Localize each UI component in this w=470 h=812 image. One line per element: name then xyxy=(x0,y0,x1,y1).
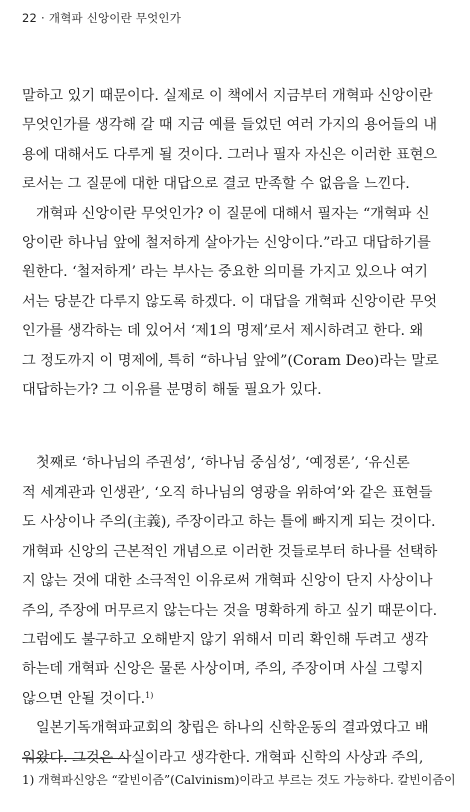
header-separator: · xyxy=(41,11,45,25)
text-line: 도 사상이나 주의(主義), 주장이라고 하는 틀에 빠지게 되는 것이다. xyxy=(22,514,436,531)
text-line: 그럼에도 불구하고 오해받지 않기 위해서 미리 확인해 두려고 생각 xyxy=(22,631,429,648)
running-header xyxy=(22,10,181,26)
paragraph-3 xyxy=(22,449,452,714)
text-line: 주의, 주장에 머무르지 않는다는 것을 명확하게 하고 싶기 때문이다. xyxy=(22,602,438,619)
text-line: 첫째로 ‘하나님의 주권성’, ‘하나님 중심성’, ‘예정론’, ‘유신론 xyxy=(36,455,410,472)
text-line: 워왔다. 그것은 사실이라고 생각한다. 개혁파 신학의 사상과 주의, xyxy=(22,749,424,766)
body-text xyxy=(22,82,452,773)
text-line: 그 정도까지 이 명제에, 특히 “하나님 앞에”(Coram Deo)라는 말로 xyxy=(22,352,439,369)
text-line: 개혁파 신앙의 근본적인 개념으로 이러한 것들로부터 하나를 선택하 xyxy=(22,543,438,560)
text-line: 인가를 생각하는 데 있어서 ‘제1의 명제’로서 제시하려고 한다. 왜 xyxy=(22,323,424,340)
text-line: 적 세계관과 인생관’, ‘오직 하나님의 영광을 위하여’와 같은 표현들 xyxy=(22,484,433,501)
text-line: 원한다. ‘철저하게’ 라는 부사는 중요한 의미를 가지고 있으나 여기 xyxy=(22,264,428,281)
text-line: 무엇인가를 생각해 갈 때 지금 예를 들었던 여러 가지의 용어들의 내 xyxy=(22,117,438,134)
text-line: 말하고 있기 때문이다. 실제로 이 책에서 지금부터 개혁파 신앙이란 xyxy=(22,88,433,104)
text-segment: 않으면 안될 것이다. xyxy=(22,690,146,707)
text-line: 대답하는가? 그 이유를 분명히 해둘 필요가 있다. xyxy=(22,382,322,399)
footnote-divider xyxy=(22,758,128,759)
text-line: 용에 대해서도 다루게 될 것이다. 그러나 필자 자신은 이러한 표현으 xyxy=(22,146,438,163)
text-line: 로서는 그 질문에 대한 대답으로 결코 만족할 수 없음을 느낀다. xyxy=(22,176,410,193)
text-line: 서는 당분간 다루지 않도록 하겠다. 이 대답을 개혁파 신앙이란 무엇 xyxy=(22,293,438,310)
running-title: 개혁파 신앙이란 무엇인가 xyxy=(48,11,182,25)
footnote-reference[interactable]: 1) xyxy=(145,690,154,700)
paragraph-4 xyxy=(22,714,452,773)
text-line: 개혁파 신앙이란 무엇인가? 이 질문에 대해서 필자는 “개혁파 신 xyxy=(36,205,430,222)
footnote-text: 1) 개혁파신앙은 “칼빈이즘”(Calvinism)이라고 부르는 것도 가능하다. 칼빈이즘이 xyxy=(22,773,456,787)
paragraph-1 xyxy=(22,82,452,200)
text-line-with-footnote xyxy=(22,685,452,714)
paragraph-2 xyxy=(22,200,452,406)
text-line: 하는데 개혁파 신앙은 물론 사상이며, 주의, 주장이며 사실 그렇지 xyxy=(22,661,424,678)
text-line: 앙이란 하나님 앞에 철저하게 살아가는 신앙이다.”라고 대답하기를 xyxy=(22,235,431,252)
text-line: 일본기독개혁파교회의 창립은 하나의 신학운동의 결과였다고 배 xyxy=(36,720,429,737)
text-line: 지 않는 것에 대한 소극적인 이유로써 개혁파 신앙이 단지 사상이나 xyxy=(22,573,433,590)
paragraph-gap xyxy=(22,405,452,449)
page-number: 22 xyxy=(22,11,38,25)
